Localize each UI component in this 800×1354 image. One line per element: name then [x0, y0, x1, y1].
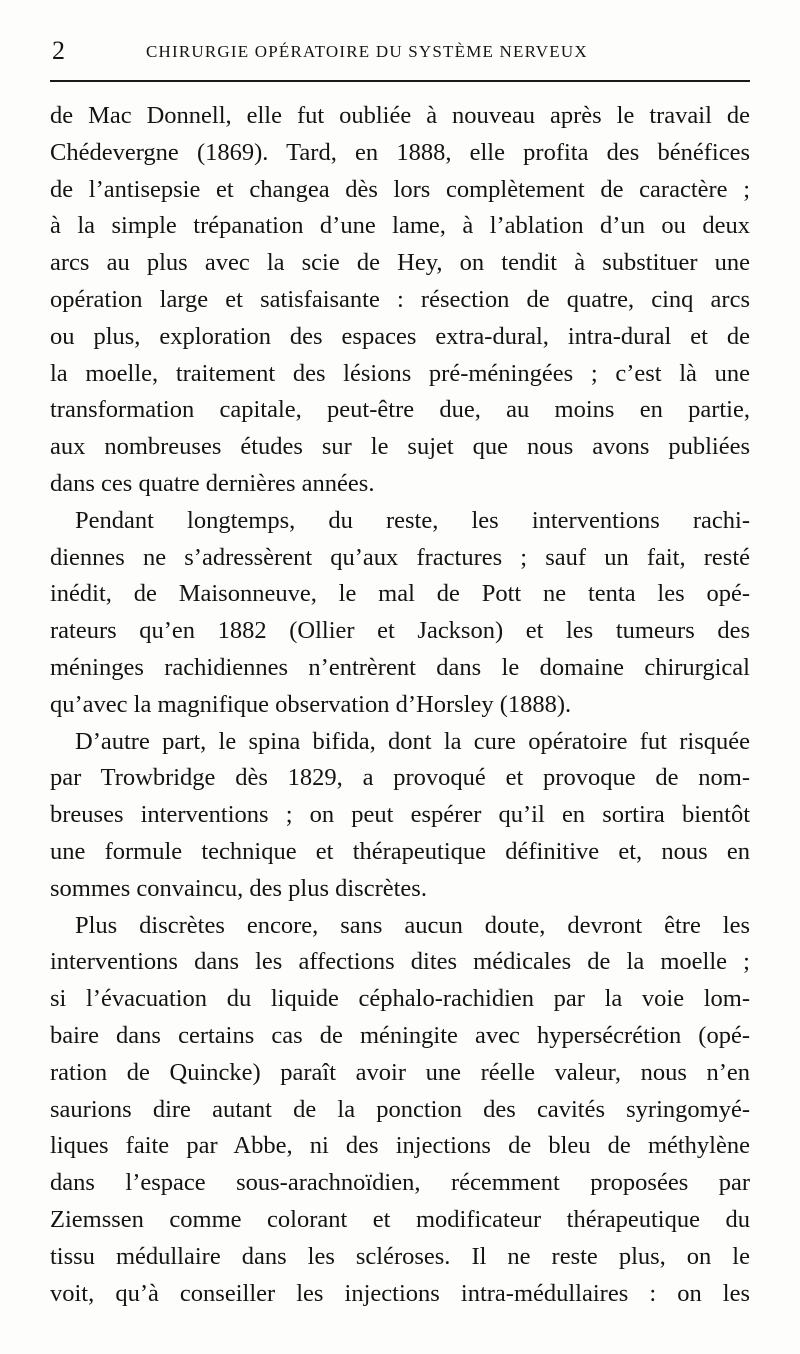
text-line: Pendant longtemps, du reste, les interventions rachi-: [75, 506, 750, 534]
text-line: dans l’espace sous-arachnoïdien, récemment proposées par: [50, 1169, 750, 1197]
text-line: saurions dire autant de la ponction des cavités syringomyé-: [50, 1095, 750, 1123]
text-line: baire dans certains cas de méningite avec hypersécrétion (opé-: [50, 1021, 750, 1049]
text-line: Ziemssen comme colorant et modificateur thérapeutique du: [50, 1205, 750, 1233]
text-line: liques faite par Abbe, ni des injections de bleu de méthylène: [50, 1132, 750, 1160]
text-line: à la simple trépanation d’une lame, à l’ablation d’un ou deux: [50, 212, 750, 240]
header-rule: [50, 80, 750, 82]
running-head-title: CHIRURGIE OPÉRATOIRE DU SYSTÈME NERVEUX: [146, 42, 588, 61]
text-line: transformation capitale, peut-être due, au moins en partie,: [50, 396, 750, 424]
running-head: [50, 34, 750, 68]
paragraph-3: [50, 724, 750, 908]
text-line: voit, qu’à conseiller les injections intra-médullaires : on les: [50, 1279, 750, 1307]
paragraph-4: [50, 908, 750, 1313]
text-line: D’autre part, le spina bifida, dont la cure opératoire fut risquée: [75, 727, 750, 755]
text-line: breuses interventions ; on peut espérer qu’il en sortira bientôt: [50, 801, 750, 829]
text-line: aux nombreuses études sur le sujet que nous avons publiées: [50, 433, 750, 461]
text-line: Chédevergne (1869). Tard, en 1888, elle profita des bénéfices: [50, 138, 750, 166]
text-line: inédit, de Maisonneuve, le mal de Pott ne tenta les opé-: [50, 580, 750, 608]
paragraph-2: [50, 503, 750, 724]
text-line: méninges rachidiennes n’entrèrent dans le domaine chirurgical: [50, 653, 750, 681]
paragraph-1: [50, 98, 750, 503]
text-line: opération large et satisfaisante : résection de quatre, cinq arcs: [50, 285, 750, 313]
text-line: diennes ne s’adressèrent qu’aux fractures ; sauf un fait, resté: [50, 543, 750, 571]
text-line: rateurs qu’en 1882 (Ollier et Jackson) et les tumeurs des: [50, 617, 750, 645]
text-line: Plus discrètes encore, sans aucun doute, devront être les: [75, 911, 750, 939]
text-line: la moelle, traitement des lésions pré-méningées ; c’est là une: [50, 359, 750, 387]
text-line: sommes convaincu, des plus discrètes.: [50, 874, 427, 902]
text-line: une formule technique et thérapeutique définitive et, nous en: [50, 837, 750, 865]
text-line: ration de Quincke) paraît avoir une réelle valeur, nous n’en: [50, 1058, 750, 1086]
text-line: ou plus, exploration des espaces extra-dural, intra-dural et de: [50, 322, 750, 350]
text-line: de Mac Donnell, elle fut oubliée à nouveau après le travail de: [50, 102, 750, 129]
text-line: dans ces quatre dernières années.: [50, 469, 375, 497]
page-number: 2: [52, 36, 65, 65]
text-line: par Trowbridge dès 1829, a provoqué et provoque de nom-: [50, 764, 750, 792]
text-line: de l’antisepsie et changea dès lors complètement de caractère ;: [50, 175, 750, 203]
text-line: interventions dans les affections dites médicales de la moelle ;: [50, 948, 750, 976]
text-line: qu’avec la magnifique observation d’Horsley (1888).: [50, 690, 572, 718]
text-line: si l’évacuation du liquide céphalo-rachidien par la voie lom-: [50, 985, 750, 1013]
text-line: tissu médullaire dans les scléroses. Il ne reste plus, on le: [50, 1242, 750, 1270]
body-text: [50, 98, 750, 1312]
text-line: arcs au plus avec la scie de Hey, on tendit à substituer une: [50, 249, 750, 277]
